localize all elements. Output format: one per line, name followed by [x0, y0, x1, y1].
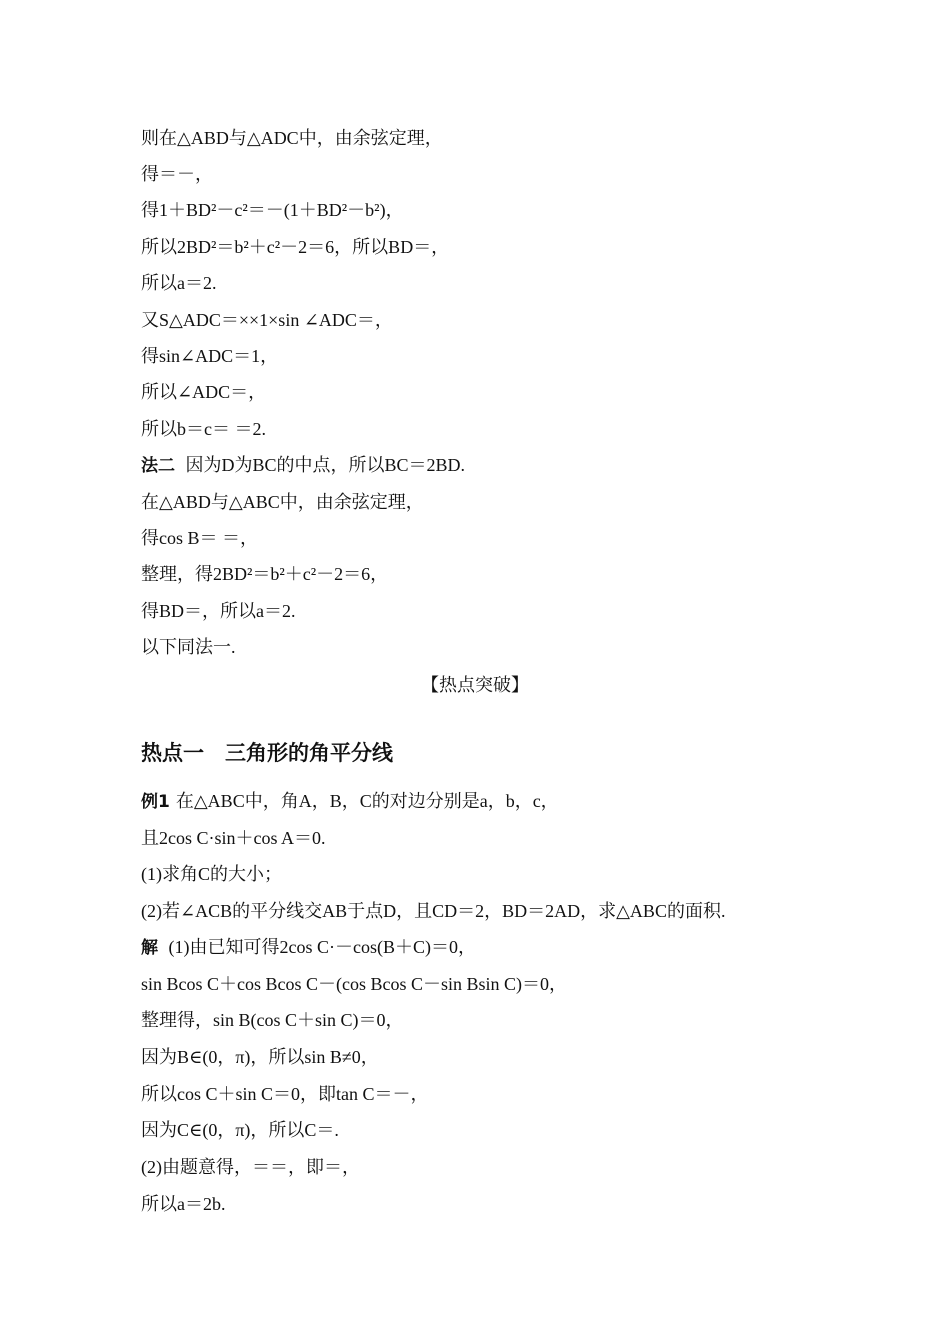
text-line: 得1＋BD²－c²＝－(1＋BD²－b²)，: [141, 200, 404, 220]
method-two-text: 因为D为BC的中点，所以BC＝2BD.: [185, 455, 466, 475]
text-line: 得＝－，: [141, 164, 213, 184]
section-tag: 【热点突破】: [421, 675, 529, 695]
example-line: [141, 790, 559, 813]
text-line: 且2cos C·sin＋cos A＝0.: [141, 828, 326, 848]
text-line: 所以b＝c＝ ＝2.: [141, 419, 266, 439]
method-two-line: [141, 454, 465, 477]
text-line: (1)求角C的大小；: [141, 864, 282, 884]
solution-label: 解: [141, 938, 158, 958]
solution-text: (1)由已知可得2cos C·－cos(B＋C)＝0，: [168, 937, 476, 957]
text-line: 又S△ADC＝××1×sin ∠ADC＝，: [141, 310, 393, 330]
example-label: 例1: [141, 792, 170, 812]
text-line: (2)若∠ACB的平分线交AB于点D，且CD＝2，BD＝2AD，求△ABC的面积.: [141, 901, 726, 921]
text-line: 因为C∈(0，π)，所以C＝.: [141, 1120, 339, 1140]
text-line: (2)由题意得，＝＝，即＝，: [141, 1157, 360, 1177]
text-line: 所以a＝2b.: [141, 1194, 226, 1214]
hotspot-title: 热点一 三角形的角平分线: [141, 741, 393, 765]
text-line: 所以2BD²＝b²＋c²－2＝6，所以BD＝，: [141, 237, 450, 257]
text-line: 在△ABD与△ABC中，由余弦定理，: [141, 492, 424, 512]
solution-line: [141, 936, 476, 959]
text-line: 所以cos C＋sin C＝0，即tan C＝－，: [141, 1084, 429, 1104]
text-line: 整理，得2BD²＝b²＋c²－2＝6，: [141, 564, 389, 584]
text-line: 得BD＝，所以a＝2.: [141, 601, 296, 621]
text-line: 得sin∠ADC＝1，: [141, 346, 279, 366]
text-line: 则在△ABD与△ADC中，由余弦定理，: [141, 128, 443, 148]
text-line: 所以a＝2.: [141, 273, 217, 293]
text-line: 因为B∈(0，π)，所以sin B≠0，: [141, 1047, 379, 1067]
example-text: 在△ABC中，角A，B，C的对边分别是a，b，c，: [175, 791, 559, 811]
text-line: 整理得，sin B(cos C＋sin C)＝0，: [141, 1010, 404, 1030]
text-line: 得cos B＝ ＝，: [141, 528, 258, 548]
text-line: 以下同法一.: [141, 637, 236, 657]
method-two-label: 法二: [141, 456, 175, 476]
text-line: sin Bcos C＋cos Bcos C－(cos Bcos C－sin Bsin C)＝0，: [141, 974, 568, 994]
text-line: 所以∠ADC＝，: [141, 382, 267, 402]
